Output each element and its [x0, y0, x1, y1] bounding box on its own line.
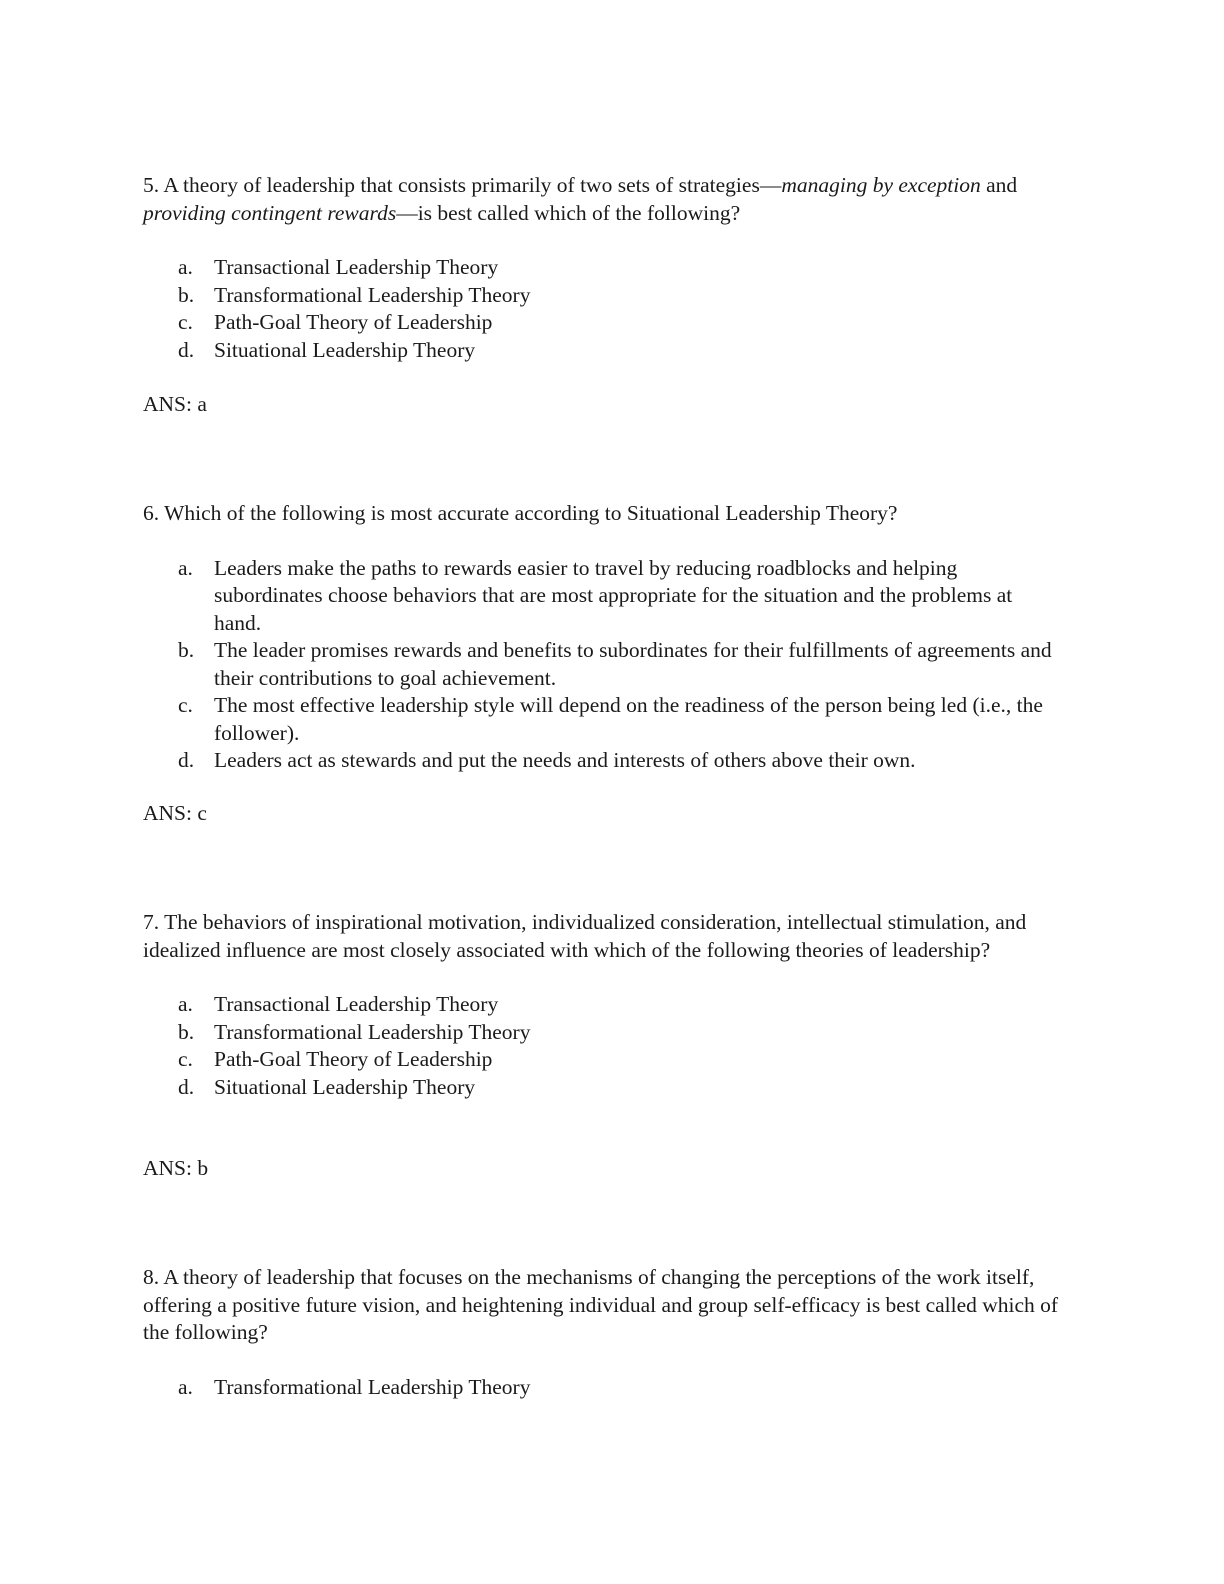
question-6 — [143, 500, 1063, 775]
stem-text: and — [980, 173, 1018, 197]
option-text: Transformational Leadership Theory — [214, 1374, 531, 1399]
option-letter: c. — [178, 693, 193, 717]
option-text: Path-Goal Theory of Leadership — [214, 310, 493, 334]
stem-emphasis: providing contingent rewards — [143, 200, 397, 225]
stem-emphasis: managing by exception — [781, 173, 981, 197]
option-letter: c. — [178, 310, 193, 334]
option-b — [143, 282, 1063, 310]
option-c — [143, 692, 1063, 747]
question-stem: 6. Which of the following is most accurate according to Situational Leadership Theory? — [143, 501, 898, 525]
option-a — [143, 1374, 1063, 1402]
answer-5: ANS: a — [143, 392, 207, 416]
stem-text: —is best called which of the following? — [396, 200, 741, 225]
option-letter: a. — [178, 992, 193, 1016]
option-text: Situational Leadership Theory — [214, 1074, 476, 1099]
question-8 — [143, 1264, 1063, 1401]
option-c — [143, 1046, 1063, 1074]
stem-text: 5. A theory of leadership that consists primarily of two sets of strategies— — [143, 173, 782, 197]
option-list — [143, 991, 1063, 1101]
option-a — [143, 555, 1063, 638]
option-letter: d. — [178, 748, 195, 772]
question-stem — [143, 172, 1063, 227]
question-7 — [143, 909, 1063, 1101]
answer-6: ANS: c — [143, 801, 207, 825]
question-stem: 7. The behaviors of inspirational motivation, individualized consideration, intellectual stimulation, and idealized influence are most closely associated with which of the following theories of leadership? — [143, 910, 1027, 962]
option-list — [143, 1374, 1063, 1402]
option-letter: a. — [178, 1374, 193, 1399]
option-text: The leader promises rewards and benefits to subordinates for their fulfillments of agreements and their contributions to goal achievement. — [214, 638, 1052, 690]
option-list — [143, 555, 1063, 775]
option-letter: a. — [178, 555, 193, 580]
option-text: The most effective leadership style will depend on the readiness of the person being led (i.e., the follower). — [214, 693, 1043, 745]
option-text: Transformational Leadership Theory — [214, 1019, 531, 1044]
option-list — [143, 254, 1063, 364]
option-d — [143, 1074, 1063, 1102]
option-letter: b. — [178, 1019, 195, 1044]
option-letter: d. — [178, 337, 195, 362]
option-text: Leaders make the paths to rewards easier to travel by reducing roadblocks and helping subordinates choose behaviors that are most appropriate for the situation and the problems at hand. — [214, 555, 1013, 635]
option-text: Transactional Leadership Theory — [214, 992, 499, 1016]
answer-7: ANS: b — [143, 1156, 209, 1180]
option-b — [143, 1019, 1063, 1047]
option-c — [143, 309, 1063, 337]
option-letter: c. — [178, 1047, 193, 1071]
option-a — [143, 991, 1063, 1019]
option-d — [143, 337, 1063, 365]
option-letter: d. — [178, 1074, 195, 1099]
option-letter: a. — [178, 255, 193, 279]
question-5 — [143, 172, 1063, 364]
option-a — [143, 254, 1063, 282]
option-text: Situational Leadership Theory — [214, 337, 476, 362]
option-text: Leaders act as stewards and put the needs and interests of others above their own. — [214, 748, 916, 772]
option-letter: b. — [178, 282, 195, 307]
option-d — [143, 747, 1063, 775]
option-text: Transformational Leadership Theory — [214, 282, 531, 307]
question-stem: 8. A theory of leadership that focuses on the mechanisms of changing the perceptions of the work itself, offering a positive future vision, and heightening individual and group self-efficacy is best called which of the following? — [143, 1265, 1059, 1344]
option-text: Transactional Leadership Theory — [214, 255, 499, 279]
option-b — [143, 637, 1063, 692]
option-text: Path-Goal Theory of Leadership — [214, 1047, 493, 1071]
option-letter: b. — [178, 638, 195, 662]
